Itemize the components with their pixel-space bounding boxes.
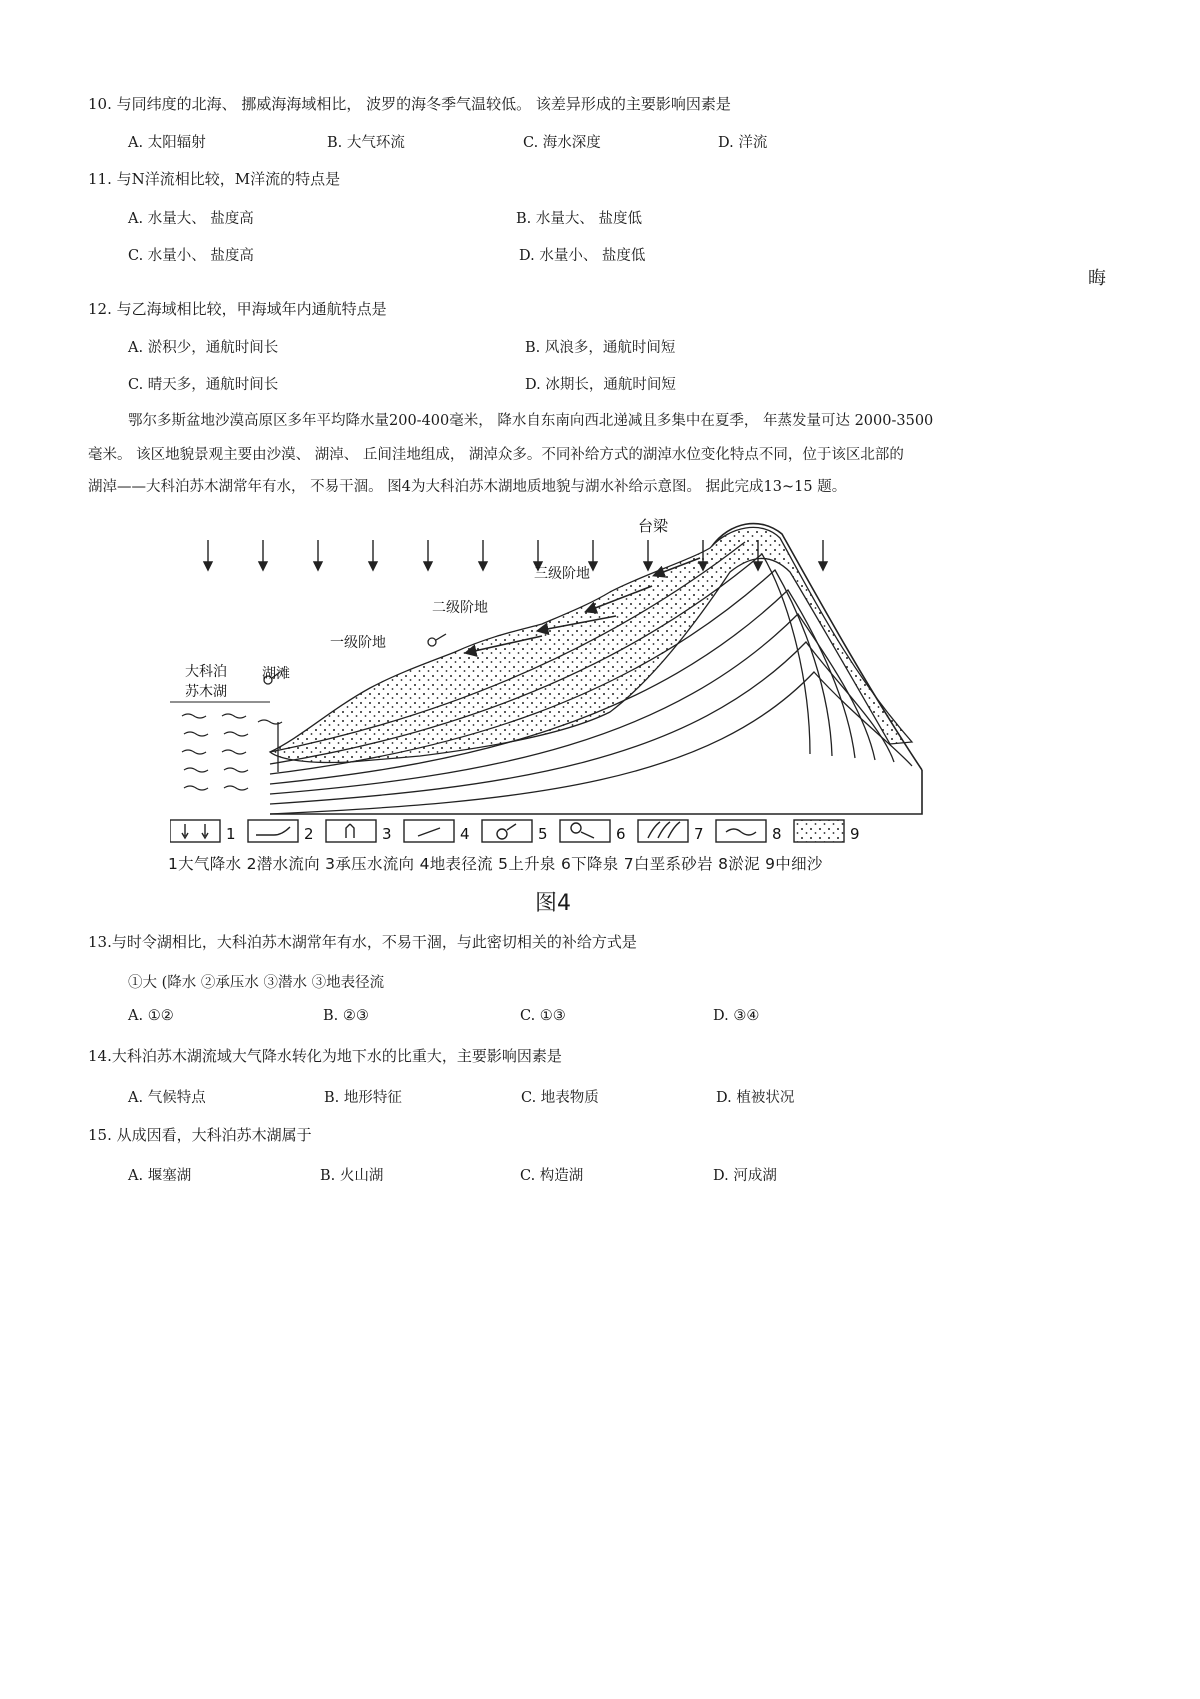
q14-option-b: B. 地形特征 — [324, 1090, 402, 1106]
label-top: 台梁 — [638, 517, 669, 535]
question-13-stem: 13.与时令湖相比，大科泊苏木湖常年有水，不易干涸，与此密切相关的补给方式是 — [88, 933, 637, 951]
q13-option-b: B. ②③ — [323, 1008, 369, 1024]
q11-option-d: D. 水量小、 盐度低 — [519, 248, 646, 264]
question-10-stem: 10. 与同纬度的北海、 挪威海海域相比， 波罗的海冬季气温较低。 该差异形成的主要影响因素是 — [88, 95, 731, 113]
passage-line-2: 毫米。 该区地貌景观主要由沙漠、 湖淖、 丘间洼地组成， 湖淖众多。不同补给方式的湖淖水位变化特点不同，位于该区北部的 — [88, 447, 904, 463]
passage-line-3: 湖淖——大科泊苏木湖常年有水， 不易干涸。 图4为大科泊苏木湖地质地貌与湖水补给示意图。 据此完成13~15 题。 — [88, 479, 847, 495]
q13-option-d: D. ③④ — [713, 1008, 760, 1024]
q10-option-b: B. 大气环流 — [327, 135, 405, 151]
q14-option-c: C. 地表物质 — [521, 1090, 599, 1106]
q10-option-d: D. 洋流 — [718, 135, 768, 151]
q11-option-a: A. 水量大、 盐度高 — [128, 211, 254, 227]
legend-number-1: 1 — [226, 825, 236, 843]
q14-option-d: D. 植被状况 — [716, 1090, 795, 1106]
legend — [170, 820, 844, 842]
q12-option-b: B. 风浪多，通航时间短 — [525, 340, 676, 356]
label-terrace-1: 一级阶地 — [330, 635, 386, 651]
q13-choices: ①大 (降水 ②承压水 ③潜水 ③地表径流 — [128, 975, 385, 991]
q10-option-a: A. 太阳辐射 — [128, 135, 206, 151]
figure-4-diagram — [170, 512, 940, 870]
q11-option-c: C. 水量小、 盐度高 — [128, 248, 254, 264]
q14-option-a: A. 气候特点 — [128, 1090, 206, 1106]
q15-option-c: C. 构造湖 — [520, 1168, 584, 1184]
label-shore: 湖滩 — [262, 666, 290, 682]
q15-option-d: D. 河成湖 — [713, 1168, 777, 1184]
figure-legend-text: 1大气降水 2潜水流向 3承压水流向 4地表径流 5上升泉 6下降泉 7白垩系砂岩 8淤泥 9中细沙 — [168, 855, 823, 873]
legend-number-6: 6 — [616, 825, 626, 843]
q13-option-a: A. ①② — [128, 1008, 174, 1024]
q12-option-d: D. 冰期长，通航时间短 — [525, 377, 676, 393]
legend-number-8: 8 — [772, 825, 782, 843]
legend-number-9: 9 — [850, 825, 860, 843]
question-12-stem: 12. 与乙海域相比较，甲海域年内通航特点是 — [88, 300, 387, 318]
legend-number-4: 4 — [460, 825, 470, 843]
label-lake-line1: 大科泊 — [185, 664, 227, 680]
label-terrace-2: 二级阶地 — [432, 600, 488, 616]
question-11-stem: 11. 与N洋流相比较，M洋流的特点是 — [88, 170, 341, 188]
legend-number-2: 2 — [304, 825, 314, 843]
q13-option-c: C. ①③ — [520, 1008, 566, 1024]
figure-title: 图4 — [535, 891, 571, 916]
label-lake-line2: 苏木湖 — [185, 684, 227, 700]
q12-option-a: A. 淤积少，通航时间长 — [128, 340, 279, 356]
margin-character: 晦 — [1088, 268, 1106, 289]
q15-option-a: A. 堰塞湖 — [128, 1168, 192, 1184]
passage-line-1: 鄂尔多斯盆地沙漠高原区多年平均降水量200-400毫米， 降水自东南向西北递减且多集中在夏季， 年蒸发量可达 2000-3500 — [128, 413, 934, 429]
q15-option-b: B. 火山湖 — [320, 1168, 384, 1184]
legend-number-3: 3 — [382, 825, 392, 843]
q11-option-b: B. 水量大、 盐度低 — [516, 211, 642, 227]
q12-option-c: C. 晴天多，通航时间长 — [128, 377, 279, 393]
question-15-stem: 15. 从成因看，大科泊苏木湖属于 — [88, 1126, 312, 1144]
q10-option-c: C. 海水深度 — [523, 135, 601, 151]
legend-number-7: 7 — [694, 825, 704, 843]
legend-number-5: 5 — [538, 825, 548, 843]
label-terrace-3: 三级阶地 — [534, 566, 590, 582]
lake-waves — [182, 714, 282, 790]
question-14-stem: 14.大科泊苏木湖流域大气降水转化为地下水的比重大，主要影响因素是 — [88, 1047, 562, 1065]
